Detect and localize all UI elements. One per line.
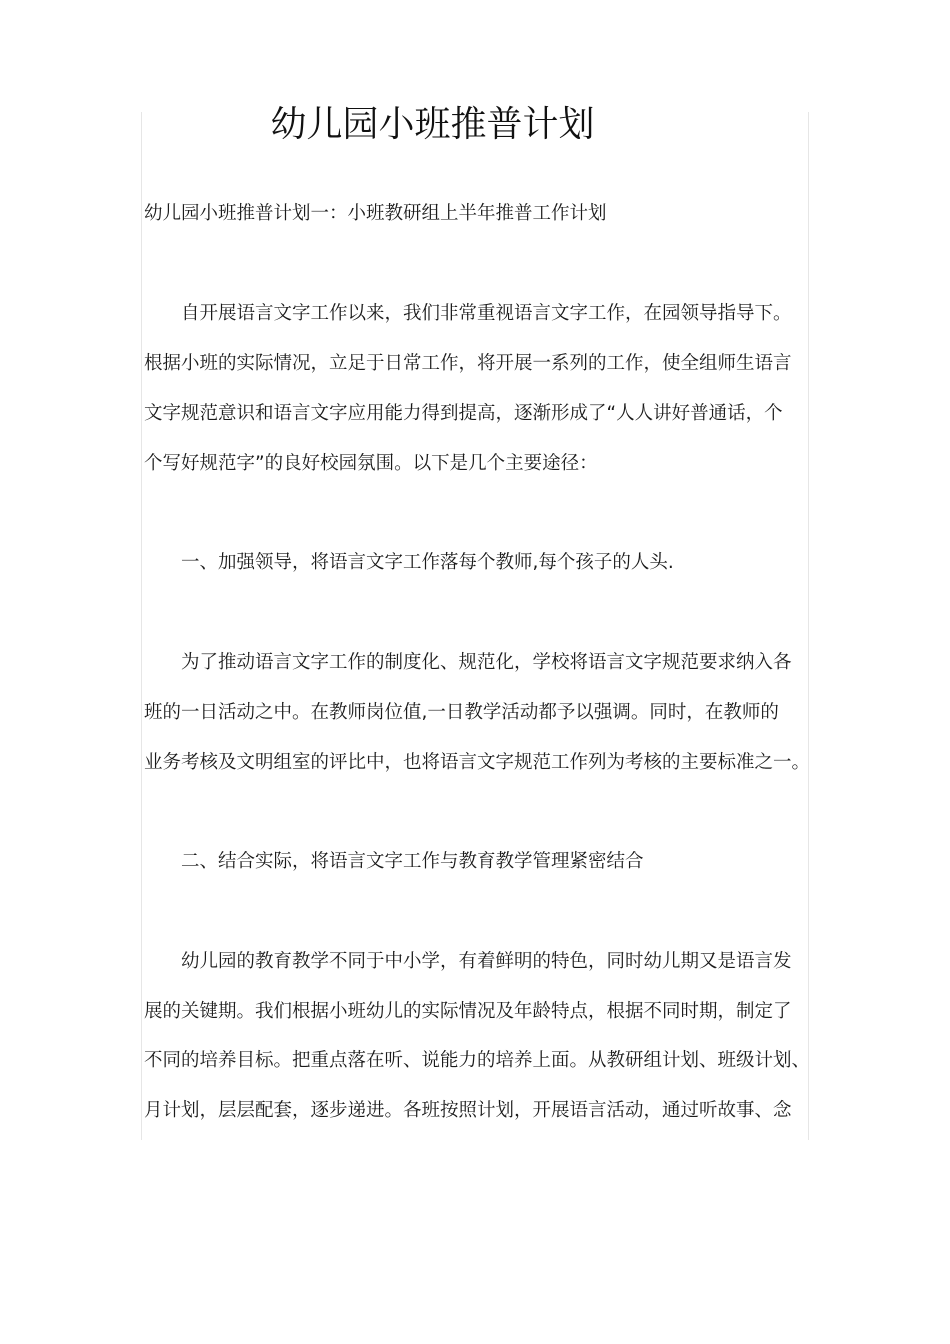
paragraph-5-line-1: 幼儿园的教育教学不同于中小学，有着鲜明的特色，同时幼儿期又是语言发 xyxy=(181,951,792,972)
paragraph-3-line-2: 班的一日活动之中。在教师岗位值,一日教学活动都予以强调。同时，在教师的 xyxy=(144,702,779,723)
paragraph-5-line-2: 展的关键期。我们根据小班幼儿的实际情况及年龄特点，根据不同时期，制定了 xyxy=(144,1001,792,1022)
paragraph-1-line-3: 文字规范意识和语言文字应用能力得到提高，逐渐形成了“人人讲好普通话，个 xyxy=(144,403,783,424)
document-title: 幼儿园小班推普计划 xyxy=(270,104,595,145)
paragraph-1-line-4: 个写好规范字”的良好校园氛围。以下是几个主要途径： xyxy=(144,453,598,474)
section-heading-1: 一、加强领导，将语言文字工作落每个教师,每个孩子的人头. xyxy=(181,552,674,573)
section-heading-2: 二、结合实际，将语言文字工作与教育教学管理紧密结合 xyxy=(181,851,644,872)
paragraph-5-line-4: 月计划，层层配套，逐步递进。各班按照计划，开展语言活动，通过听故事、念 xyxy=(144,1100,792,1121)
document-subtitle: 幼儿园小班推普计划一：小班教研组上半年推普工作计划 xyxy=(144,203,607,224)
paragraph-3-line-3: 业务考核及文明组室的评比中，也将语言文字规范工作列为考核的主要标准之一。 xyxy=(144,752,811,773)
paragraph-1-line-1: 自开展语言文字工作以来，我们非常重视语言文字工作，在园领导指导下。 xyxy=(181,303,792,324)
paragraph-5-line-3: 不同的培养目标。把重点落在听、说能力的培养上面。从教研组计划、班级计划、 xyxy=(144,1050,811,1071)
paragraph-3-line-1: 为了推动语言文字工作的制度化、规范化，学校将语言文字规范要求纳入各 xyxy=(181,652,792,673)
right-margin-line xyxy=(808,112,809,1140)
left-margin-line xyxy=(141,112,142,1140)
paragraph-1-line-2: 根据小班的实际情况，立足于日常工作，将开展一系列的工作，使全组师生语言 xyxy=(144,353,792,374)
